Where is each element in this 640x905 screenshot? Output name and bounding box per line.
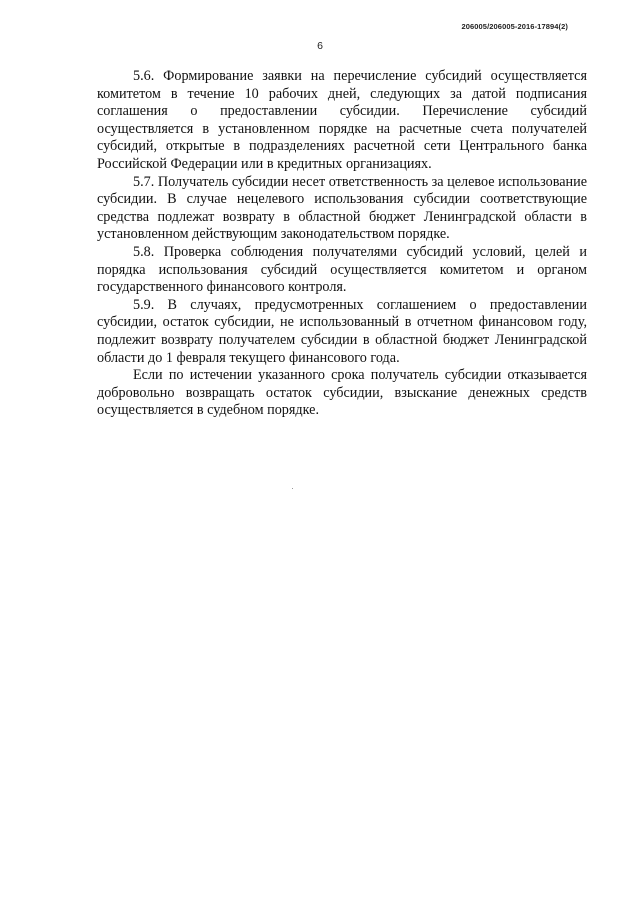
document-id: 206005/206005-2016-17894(2) xyxy=(461,22,568,31)
paragraph-5-6: 5.6. Формирование заявки на перечисление субсидий осуществляется комитетом в течение 10 рабочих дней, следующих за датой подписания соглашения о предоставлении субсидии. Перечисление субсидий осуществляется в установленном порядке на расчетные счета получателей субсидий, открытые в подразделениях расчетной сети Центрального банка Российской Федерации или в кредитных организациях. xyxy=(97,68,587,172)
paragraph-refund-enforcement: Если по истечении указанного срока получатель субсидии отказывается добровольно возвращать остаток субсидии, взыскание денежных средств осуществляется в судебном порядке. xyxy=(97,367,587,419)
scan-speck xyxy=(292,488,293,489)
paragraph-5-9: 5.9. В случаях, предусмотренных соглашением о предоставлении субсидии, остаток субсидии, не использованный в отчетном финансовом году, подлежит возврату получателем субсидии в областной бюджет Ленинградской области до 1 февраля текущего финансового года. xyxy=(97,296,587,366)
document-body xyxy=(97,68,587,420)
paragraph-5-7: 5.7. Получатель субсидии несет ответственность за целевое использование субсидии. В случае нецелевого использования субсидии соответствующие средства подлежат возврату в областной бюджет Ленинградской области в установленном действующим законодательством порядке. xyxy=(97,173,587,243)
paragraph-5-8: 5.8. Проверка соблюдения получателями субсидий условий, целей и порядка использования субсидий осуществляется комитетом и органом государственного финансового контроля. xyxy=(97,243,587,296)
page-number: 6 xyxy=(317,40,323,52)
